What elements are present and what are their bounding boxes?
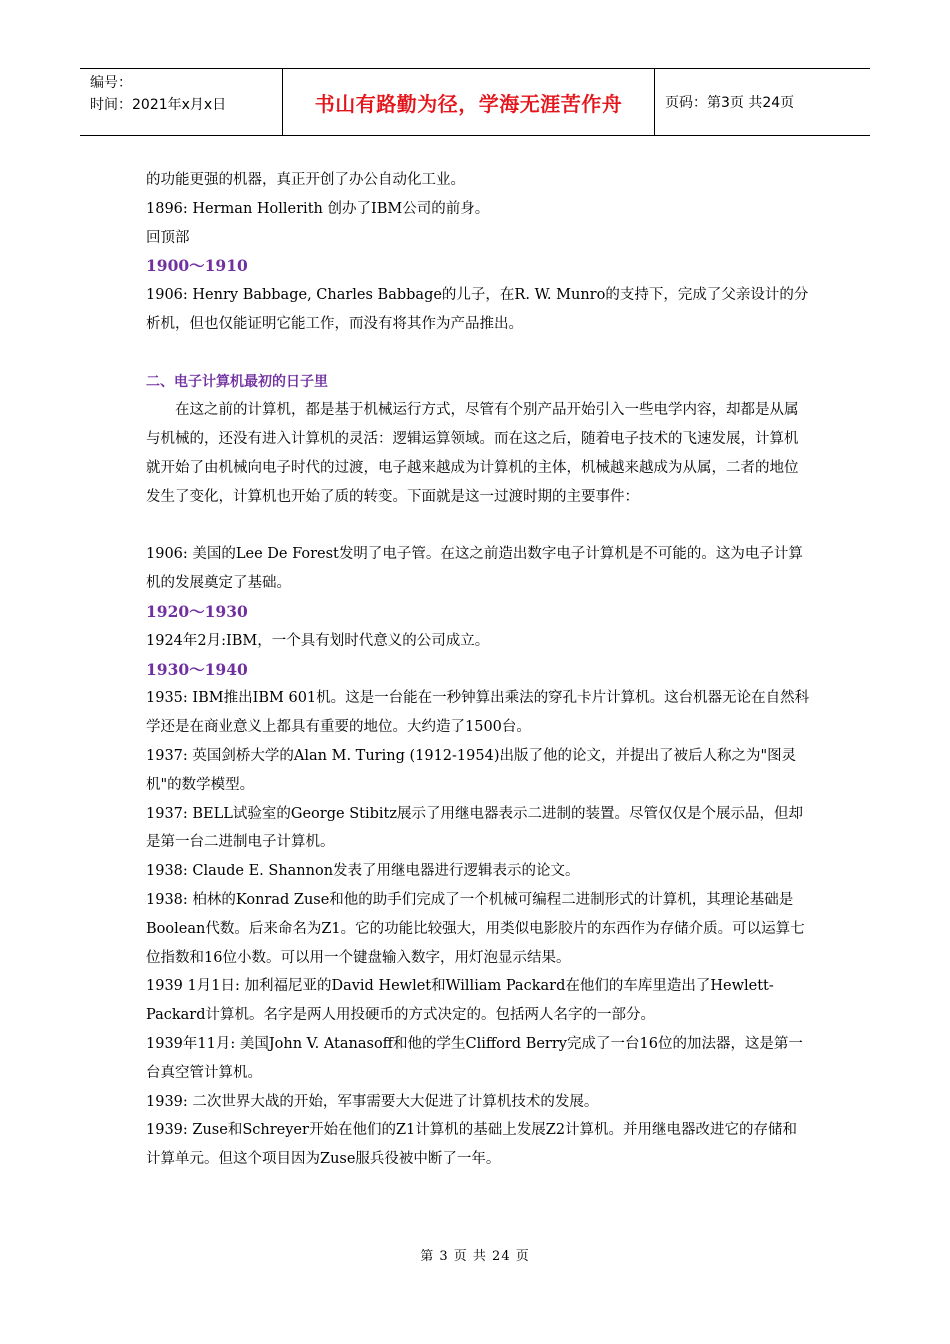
- body-paragraph: 1939: 二次世界大战的开始，军事需要大大促进了计算机技术的发展。: [146, 1093, 599, 1110]
- motto: 书山有路勤为径，学海无涯苦作舟: [314, 91, 623, 116]
- number-label: 编号：: [90, 75, 132, 91]
- body-paragraph: 1906: 美国的Lee De Forest发明了电子管。在这之前造出数字电子计算机是不可能的。这为电子计算机的发展奠定了基础。: [146, 546, 803, 592]
- document-body: [146, 166, 810, 1174]
- body-paragraph: 1939: Zuse和Schreyer开始在他们的Z1计算机的基础上发展Z2计算机。并用继电器改进它的存储和计算单元。但这个项目因为Zuse服兵役被中断了一年。: [146, 1122, 798, 1168]
- time-label: 时间：2021年x月x日: [90, 97, 227, 113]
- section-title: 二、电子计算机最初的日子里: [146, 373, 328, 390]
- year-heading: 1920～1930: [146, 601, 248, 621]
- body-paragraph: 回顶部: [146, 229, 190, 246]
- blank-line: [146, 512, 810, 541]
- body-paragraph: 1938: Claude E. Shannon发表了用继电器进行逻辑表示的论文。: [146, 863, 580, 880]
- body-paragraph: 1906: Henry Babbage, Charles Babbage的儿子，在R. W. Munro的支持下，完成了父亲设计的分析机，但也仅能证明它能工作，而没有将其作为产品推出。: [146, 287, 809, 332]
- page-info: 页码：第3页 共24页: [665, 95, 795, 111]
- body-paragraph: 1939年11月: 美国John V. Atanasoff和他的学生Clifford Berry完成了一台16位的加法器，这是第一台真空管计算机。: [146, 1035, 803, 1081]
- body-paragraph: 1937: 英国剑桥大学的Alan M. Turing (1912-1954)出版了他的论文，并提出了被后人称之为"图灵机"的数学模型。: [146, 747, 797, 793]
- blank-line: [146, 339, 810, 368]
- page-footer: 第 3 页 共 24 页: [420, 1249, 530, 1264]
- body-paragraph: 1896: Herman Hollerith 创办了IBM公司的前身。: [146, 200, 490, 217]
- header-table: [80, 68, 870, 136]
- year-heading: 1930～1940: [146, 659, 248, 679]
- body-paragraph: 的功能更强的机器，真正开创了办公自动化工业。: [146, 172, 465, 188]
- body-paragraph: 1935: IBM推出IBM 601机。这是一台能在一秒钟算出乘法的穿孔卡片计算机。这台机器无论在自然科学还是在商业意义上都具有重要的地位。大约造了1500台。: [146, 690, 810, 736]
- body-paragraph: 1939 1月1日: 加利福尼亚的David Hewlet和William Packard在他们的车库里造出了Hewlett-Packard计算机。名字是两人用投硬币的方式决定的。包括两人名字的一部分。: [146, 978, 774, 1024]
- body-paragraph: 1938: 柏林的Konrad Zuse和他的助手们完成了一个机械可编程二进制形式的计算机，其理论基础是Boolean代数。后来命名为Z1。它的功能比较强大，用类似电影胶片的东西作为存储介质。可以运算七位指数和16位小数。可以用一个键盘输入数字，用灯泡显示结果。: [146, 891, 805, 966]
- body-paragraph: 1924年2月:IBM，一个具有划时代意义的公司成立。: [146, 632, 490, 649]
- year-heading: 1900～1910: [146, 256, 248, 276]
- header-meta: [80, 69, 282, 135]
- header-motto-cell: [282, 69, 655, 135]
- body-paragraph: 1937: BELL试验室的George Stibitz展示了用继电器表示二进制的装置。尽管仅仅是个展示品，但却是第一台二进制电子计算机。: [146, 805, 803, 851]
- intro-paragraph: 在这之前的计算机，都是基于机械运行方式，尽管有个别产品开始引入一些电学内容，却都是从属与机械的，还没有进入计算机的灵活：逻辑运算领域。而在这之后，随着电子技术的飞速发展，计算机就开始了由机械向电子时代的过渡，电子越来越成为计算机的主体，机械越来越成为从属，二者的地位发生了变化，计算机也开始了质的转变。下面就是这一过渡时期的主要事件：: [146, 402, 799, 505]
